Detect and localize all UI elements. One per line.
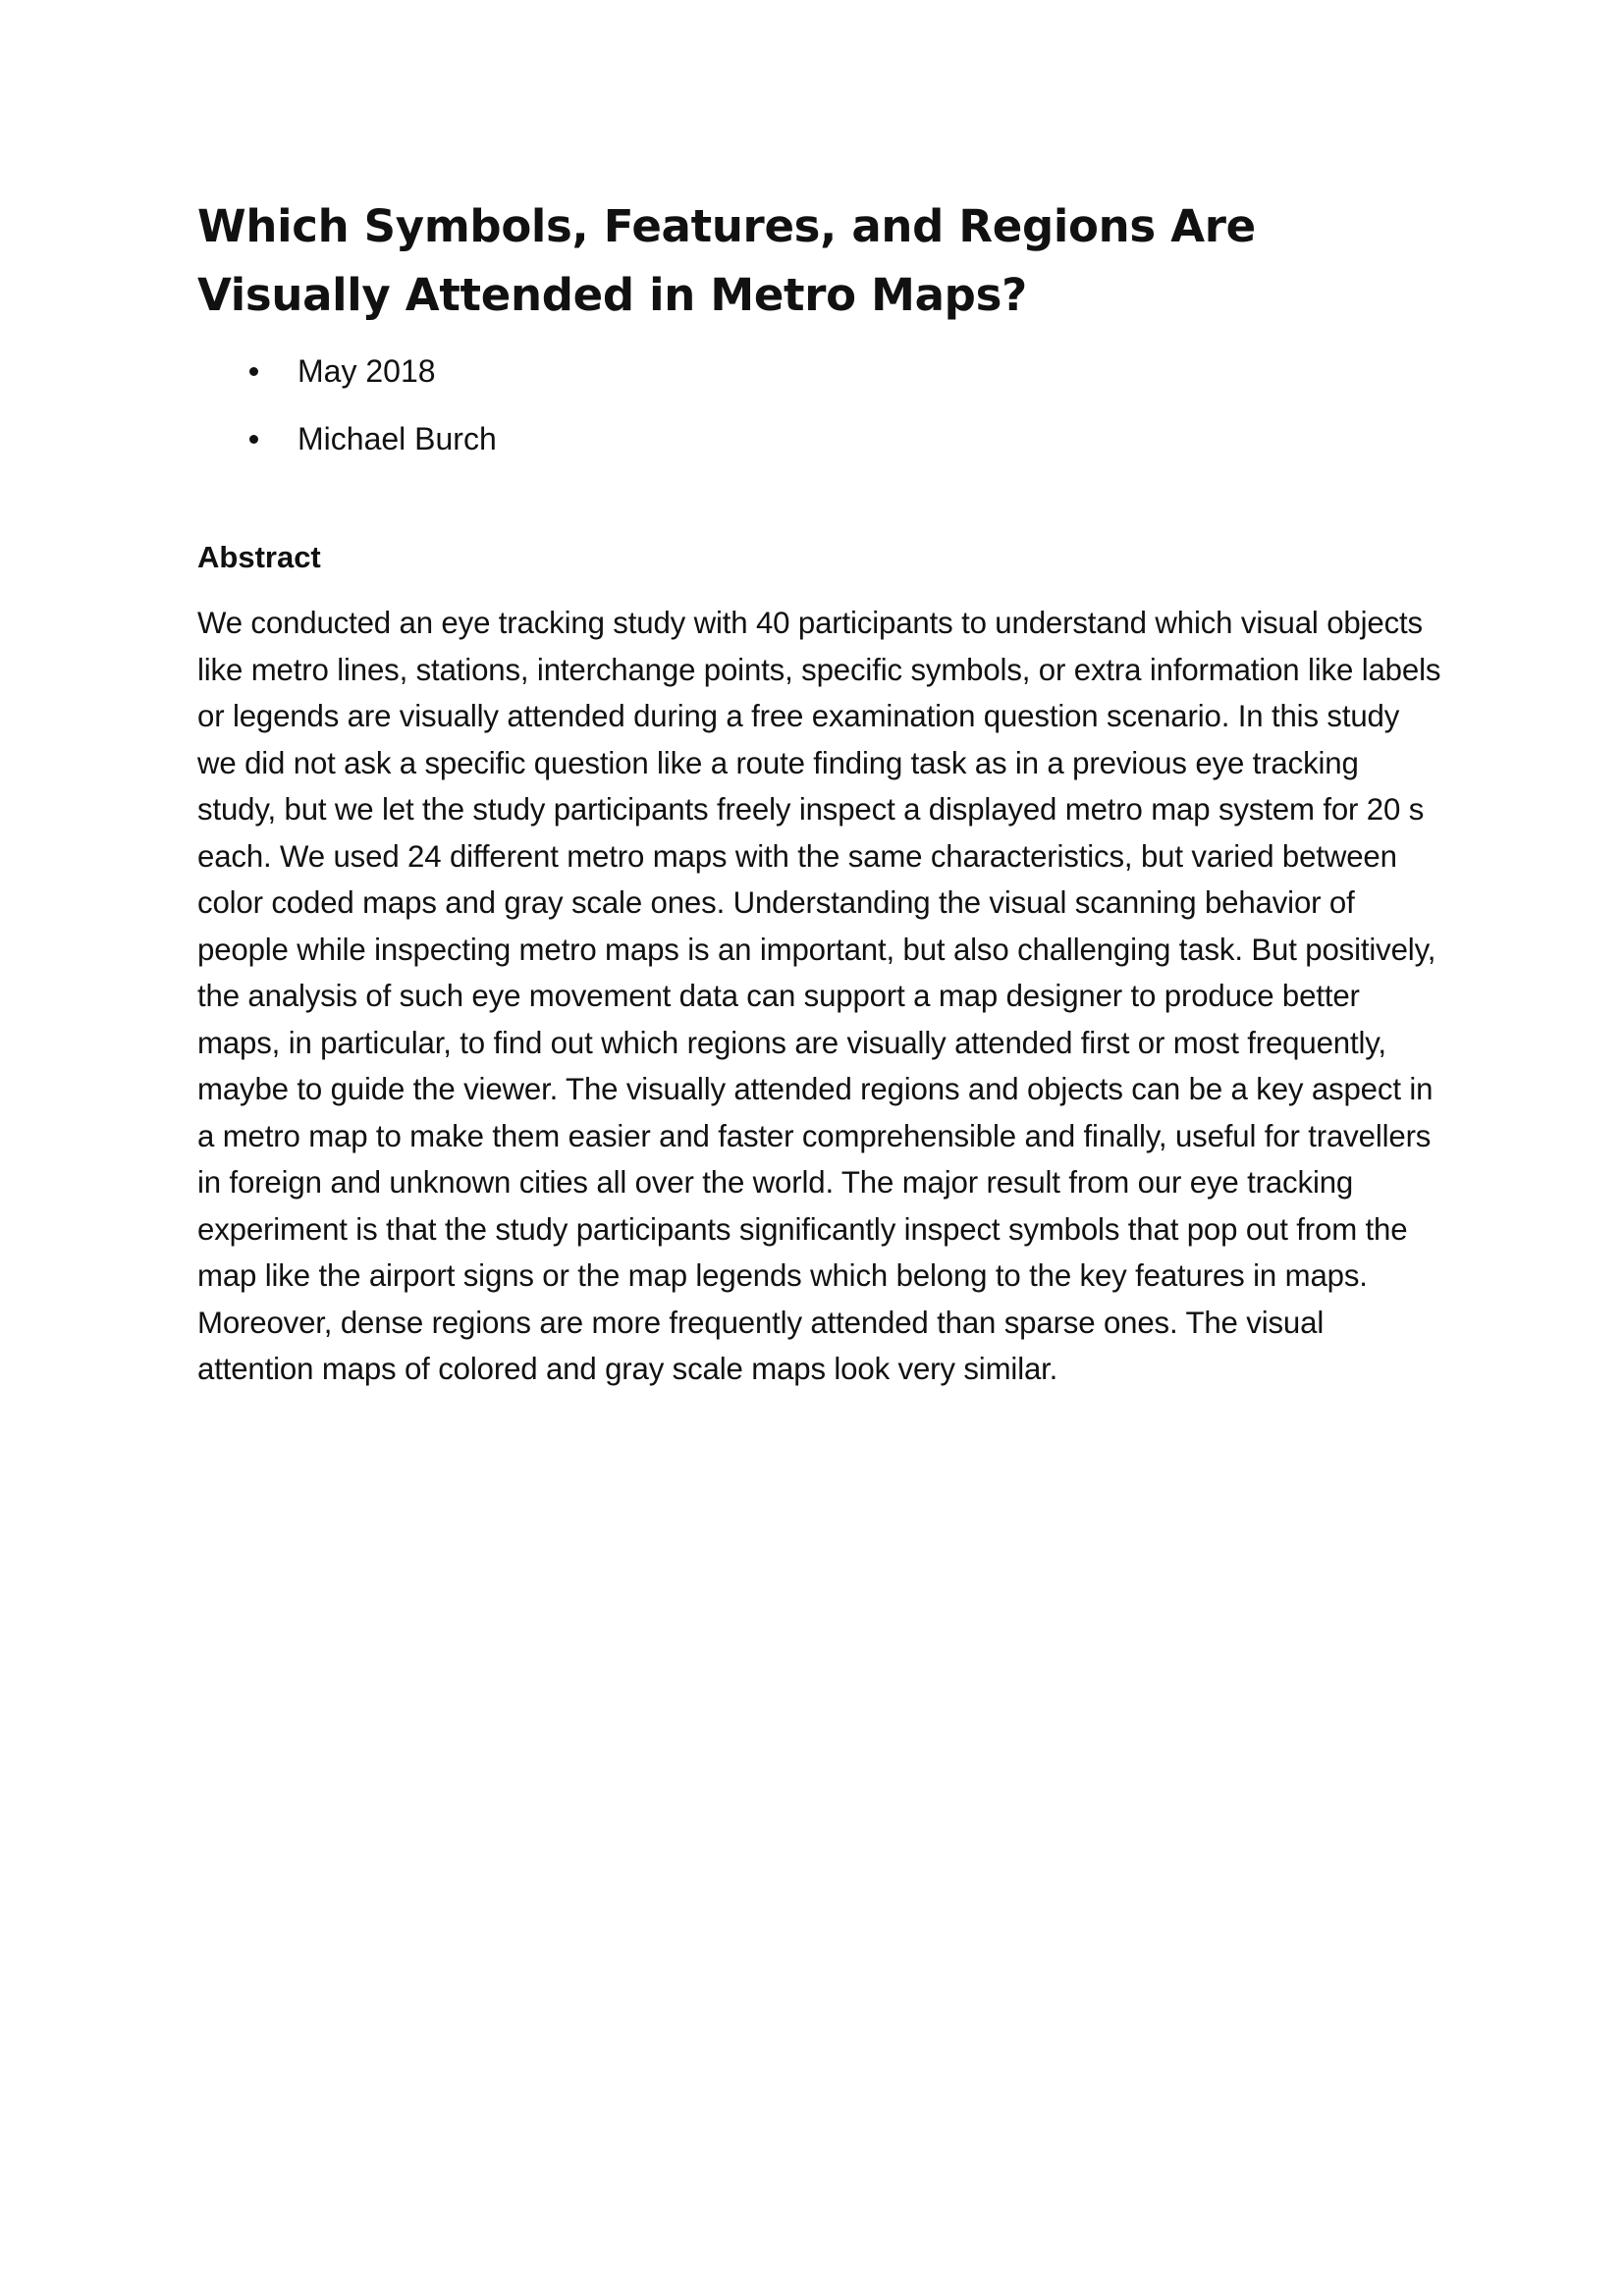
document-page: [197, 192, 1444, 1393]
abstract-body: We conducted an eye tracking study with 40 participants to understand which visual objects like metro lines, stations, interchange points, specific symbols, or extra information like labels or legends are visually attended during a free examination question scenario. In this study we did not ask a specific question like a route finding task as in a previous eye tracking study, but we let the study participants freely inspect a displayed metro map system for 20 s each. We used 24 different metro maps with the same characteristics, but varied between color coded maps and gray scale ones. Understanding the visual scanning behavior of people while inspecting metro maps is an important, but also challenging task. But positively, the analysis of such eye movement data can support a map designer to produce better maps, in particular, to find out which regions are visually attended first or most frequently, maybe to guide the viewer. The visually attended regions and objects can be a key aspect in a metro map to make them easier and faster comprehensible and finally, useful for travellers in foreign and unknown cities all over the world. The major result from our eye tracking experiment is that the study participants significantly inspect symbols that pop out from the map like the airport signs or the map legends which belong to the key features in maps. Moreover, dense regions are more frequently attended than sparse ones. The visual attention maps of colored and gray scale maps look very similar.: [197, 606, 1441, 1386]
author-name: Michael Burch: [298, 421, 497, 456]
document-title: Which Symbols, Features, and Regions Are Visually Attended in Metro Maps?: [197, 200, 1256, 321]
publication-date-text: May 2018: [298, 353, 436, 389]
author: [197, 418, 1444, 459]
metadata-list: [197, 350, 1444, 459]
bullet-icon: [249, 367, 258, 376]
abstract-heading: Abstract: [197, 540, 321, 574]
bullet-icon: [249, 435, 258, 444]
publication-date: [197, 350, 1444, 392]
